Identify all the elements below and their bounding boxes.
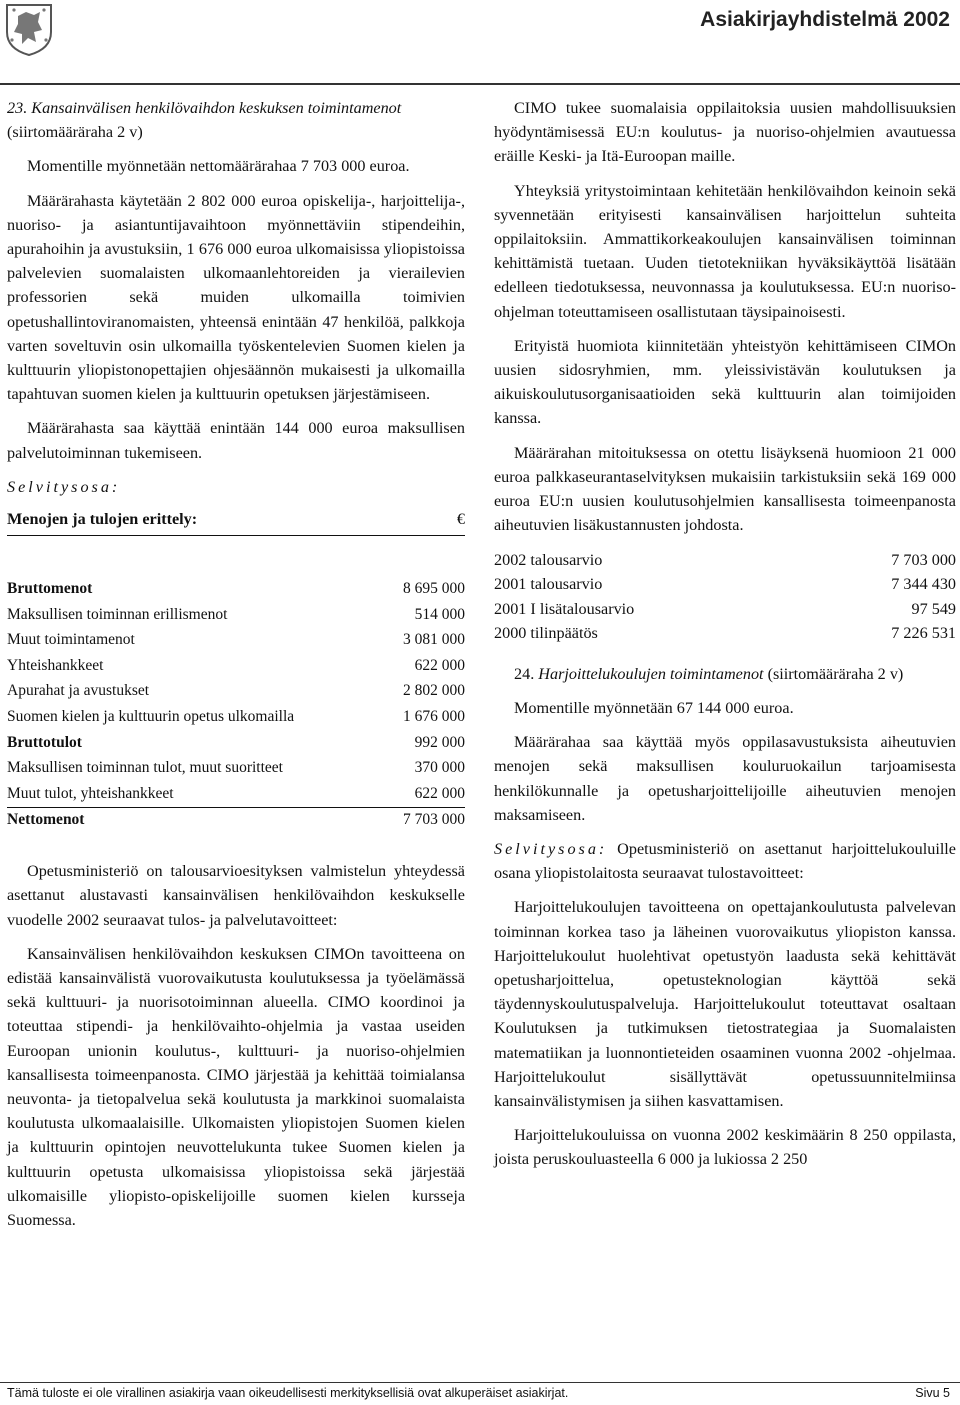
table-unit: € (456, 510, 465, 529)
table-row (7, 807, 465, 833)
table-row (7, 730, 465, 756)
paragraph: CIMO tukee suomalaisia oppilaitoksia uusien mahdollisuuksien hyödyntämisessä EU:n koulutus- ja nuoriso-ohjelmien avautuessa eräille Keski- ja Itä-Euroopan maille. (494, 99, 956, 166)
table-heading-rule (7, 535, 465, 536)
budget-row (494, 597, 956, 622)
budget-row (494, 572, 956, 597)
row-label: Yhteishankkeet (7, 656, 104, 674)
row-label: Muut toimintamenot (7, 631, 135, 649)
row-value: 1 676 000 (403, 707, 465, 725)
table-heading-row (7, 507, 465, 531)
paragraph: Opetusministeriö on talousarvioesityksen valmistelun yhteydessä asettanut alustavasti kansainvälisen henkilövaihdon keskukselle vuodelle 2002 seuraavat tulos- ja palvelutavoitteet: (7, 862, 465, 929)
row-label: Maksullisen toiminnan erillismenot (7, 605, 228, 623)
budget-label: 2001 I lisätalousarvio (494, 599, 635, 618)
budget-value: 97 549 (911, 599, 956, 618)
header-divider (0, 83, 960, 85)
page-number: Sivu 5 (915, 1386, 950, 1400)
row-label: Suomen kielen ja kulttuurin opetus ulkomailla (7, 707, 295, 725)
paragraph: Kansainvälisen henkilövaihdon keskuksen CIMOn tavoitteena on edistää kansainvälistä vuorovaikutusta koulutuksessa ja työelämässä sekä kulttuuri- ja nuorisotoiminnan alueella. CIMO koordinoi ja toteuttaa stipendi- ja henkilövaihto-ohjelmia ja vastaa useiden Euroopan unionin koulutus-, kulttuuri- ja nuoriso-ohjelmien kansallisesta toimeenpanosta. CIMO järjestää ja kehittää toimialansa neuvonta- ja tietopalvelua sekä koulutusta ja markkinoi suomalaista koulutusta ulkomaalaisille. Ulkomaisten yliopistojen Suomen kielen ja kulttuurin opintojen neuvottelukunta tukee Suomen kielen ja kulttuurin opetusta ulkomaisissa yliopistoissa sekä järjestää ulkomaisille yliopisto-opiskelijoille suomen kielen kursseja Suomessa. (7, 944, 465, 1230)
section-title: Kansainvälisen henkilövaihdon keskuksen toimintamenot (31, 99, 402, 117)
table-row (7, 602, 465, 628)
paragraph-text: Opetusministeriö on asettanut harjoittelukouluille osana yliopistolaitosta seuraavat tulostavoitteet: (494, 840, 956, 883)
selvitysosa-text: Selvitysosa: (7, 477, 121, 496)
row-label: Maksullisen toiminnan tulot, muut suoritteet (7, 759, 283, 777)
row-value: 3 081 000 (403, 631, 465, 649)
budget-label: 2002 talousarvio (494, 550, 603, 569)
row-value: 7 703 000 (384, 807, 465, 833)
budget-table (494, 547, 956, 645)
footer-notice: Tämä tuloste ei ole virallinen asiakirja vaan oikeudellisesti merkityksellisiä ovat alkuperäiset asiakirjat. (7, 1386, 569, 1400)
row-value: 8 695 000 (403, 579, 465, 597)
row-label: Bruttotulot (7, 733, 82, 751)
section-type: (siirtomääräraha 2 v) (7, 123, 143, 142)
selvitysosa-text: Selvitysosa: (494, 840, 608, 859)
right-column (494, 96, 956, 1182)
row-value: 514 000 (414, 605, 465, 623)
table-heading: Menojen ja tulojen erittely: (7, 510, 198, 529)
row-label: Muut tulot, yhteishankkeet (7, 784, 174, 802)
section-title: Harjoittelukoulujen toimintamenot (538, 664, 764, 683)
document-title: Asiakirjayhdistelmä 2002 (700, 8, 950, 31)
budget-label: 2001 talousarvio (494, 575, 603, 594)
paragraph: Erityistä huomiota kiinnitetään yhteistyön kehittämiseen CIMOn uusien sidosryhmien, mm. yleissivistävän koulutuksen ja aikuiskoulutusorganisaatioiden sekä kulttuurin alan toimijoiden kanssa. (494, 336, 956, 428)
expense-table (7, 576, 465, 833)
paragraph: Määrärahan mitoituksessa on otettu lisäyksenä huomioon 21 000 euroa palkkaseurantaselvityksen mukaisiin tarkistuksiin sekä 169 000 euroa EU:n uusien koulutusohjelmien kansallisesta toimeenpanosta aiheutuvien lisäkustannusten johdosta. (494, 443, 956, 535)
table-row (7, 755, 465, 781)
section-24-heading (494, 662, 956, 686)
row-label: Bruttomenot (7, 579, 93, 597)
table-row (7, 679, 465, 705)
paragraph: Harjoittelukoulujen tavoitteena on opettajankoulutusta palvelevan toiminnan korkea taso ja läheinen vuorovaikutus yliopiston kanssa. Harjoittelukoulut huolehtivat opetustyön laadusta sekä kehittävät opetusharjoittelua, opetusteknologian käyttöä sekä täydennyskoulutuspalveluja. Harjoittelukoulut toteuttavat osaltaan Koulutuksen ja tutkimuksen tietostrategiaa ja Suomalaisten matematiikan ja luonnontieteiden osaaminen vuonna 2002 -ohjelmaa. Harjoittelukoulut sisällyttävät opetussuunnitelmiinsa kansainvälistymisen ja siihen kasvattamisen. (494, 898, 956, 1111)
paragraph: Momentille myönnetään nettomäärärahaa 7 703 000 euroa. (27, 157, 410, 176)
selvitysosa-label (7, 475, 465, 499)
row-label: Nettomenot (7, 807, 384, 833)
budget-row (494, 621, 956, 646)
row-label: Apurahat ja avustukset (7, 682, 150, 700)
spacer (7, 833, 465, 859)
left-column (7, 96, 465, 1242)
section-number: 23. (7, 99, 28, 117)
row-value: 622 000 (414, 784, 465, 802)
selvitysosa-paragraph (494, 837, 956, 885)
row-value: 370 000 (414, 759, 465, 777)
footer (7, 1386, 950, 1400)
section-23-heading (7, 96, 465, 144)
row-value: 992 000 (414, 733, 465, 751)
paragraph: Yhteyksiä yritystoimintaan kehitetään henkilövaihdon keinoin sekä syvennetään erityisesti kansainvälisen harjoittelun suhteita oppilaitoksiin. Ammattikorkeakoulujen kansainvälisen toiminnan kehittämistä tuetaan. Uuden tietotekniikan hyväksikäyttöä lisätään edelleen tiedotuksessa, neuvonnassa ja koulutuksessa. EU:n nuoriso-ohjelman toteuttamiseen osallistutaan täysipainoisesti. (494, 181, 956, 321)
budget-value: 7 703 000 (891, 550, 956, 569)
paragraph: Määrärahasta käytetään 2 802 000 euroa opiskelija-, harjoittelija-, nuoriso- ja asiantuntijavaihtoon myönnettäviin stipendeihin, apurahoihin ja avustuksiin, 1 676 000 euroa ulkomaisissa yliopistoissa palvelevien suomalaisten ulkomaanlehtoreiden ja vierailevien professorien sekä muiden ulkomailla toimivien opetushallintoviranomaisten, yhteensä enintään 47 henkilöä, palkkoja varten soveltuvin osin ulkomailla työskentelevien Suomen kielen ja kulttuurin yliopistonopettajien ohjesäännön mukaisesti ja ulkomailla tapahtuvan suomen kielen ja kulttuurin opetuksen järjestämiseen. (7, 191, 465, 404)
table-row (7, 704, 465, 730)
spacer (494, 646, 956, 662)
section-number: 24. (514, 664, 535, 683)
paragraph: Momentille myönnetään 67 144 000 euroa. (514, 699, 794, 718)
budget-label: 2000 tilinpäätös (494, 624, 598, 643)
budget-row (494, 547, 956, 572)
paragraph: Harjoittelukouluissa on vuonna 2002 keskimäärin 8 250 oppilasta, joista peruskouluasteella 6 000 ja lukiossa 2 250 (494, 1126, 956, 1169)
table-row (7, 653, 465, 679)
coat-of-arms-logo (4, 2, 54, 56)
section-type: (siirtomääräraha 2 v) (767, 664, 904, 683)
table-row (7, 627, 465, 653)
budget-value: 7 344 430 (891, 575, 956, 594)
paragraph: Määrärahasta saa käyttää enintään 144 000 euroa maksullisen palvelutoiminnan tukemiseen. (7, 419, 465, 462)
table-row (7, 781, 465, 807)
paragraph: Määrärahaa saa käyttää myös oppilasavustuksista aiheutuvien menojen sekä maksullisen kouluruokailun tarjoamisesta henkilökunnalle ja opetusharjoittelijoille aiheutuvien menojen maksamiseen. (494, 733, 956, 824)
row-value: 2 802 000 (403, 682, 465, 700)
row-value: 622 000 (414, 656, 465, 674)
table-row (7, 576, 465, 602)
budget-value: 7 226 531 (891, 624, 956, 643)
footer-divider (0, 1382, 960, 1383)
